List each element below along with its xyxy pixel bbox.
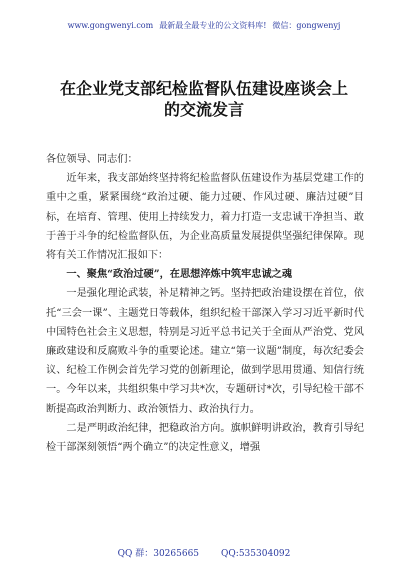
document-title (0, 78, 408, 120)
body-paragraph: 一是强化理论武装，补足精神之钙。坚持把政治建设摆在首位，依托“三会一课”、主题党日等载体，组织纪检干部深入学习习近平新时代中国特色社会主义思想，特别是习近平总书记关于全面从严治党、党风廉政建设和反腐败斗争的重要论述。建立“第一议题”制度，每次纪委会议、纪检工作例会首先学习党的创新理论，做到学思用贯通、知信行统一。今年以来，共组织集中学习共*次，专题研讨*次，引导纪检干部不断提高政治判断力、政治领悟力、政治执行力。 (46, 288, 364, 415)
qq-group-text: QQ 群：30265665 (117, 549, 200, 559)
page-header (0, 20, 408, 31)
slogan-text: 最新最全最专业的公文资料库! (159, 21, 267, 30)
document-body (46, 150, 364, 457)
title-line-1: 在企业党支部纪检监督队伍建设座谈会上 (59, 79, 348, 98)
salutation: 各位领导、同志们： (46, 154, 138, 165)
qq-text: QQ:535304092 (221, 549, 291, 559)
section-heading-1: 一、聚焦“政治过硬”，在思想淬炼中筑牢忠诚之魂 (66, 268, 293, 281)
page-footer (0, 546, 408, 559)
wechat-text: 微信：gongwenyj (272, 21, 341, 30)
intro-paragraph: 近年来，我支部始终坚持将纪检监督队伍建设作为基层党建工作的重中之重，紧紧围绕“政治过硬、能力过硬、作风过硬、廉洁过硬”目标，在培育、管理、使用上持续发力，着力打造一支忠诚干净担当、敢于善于斗争的纪检监督队伍，为企业高质量发展提供坚强纪律保障。现将有关工作情况汇报如下： (46, 173, 364, 262)
body-paragraph: 二是严明政治纪律，把稳政治方向。旗帜鲜明讲政治，教育引导纪检干部深刻领悟“两个确立”的决定性意义，增强 (46, 422, 364, 454)
title-line-2: 的交流发言 (163, 100, 244, 119)
website-link[interactable]: www.gongwenyi.com (67, 21, 154, 30)
